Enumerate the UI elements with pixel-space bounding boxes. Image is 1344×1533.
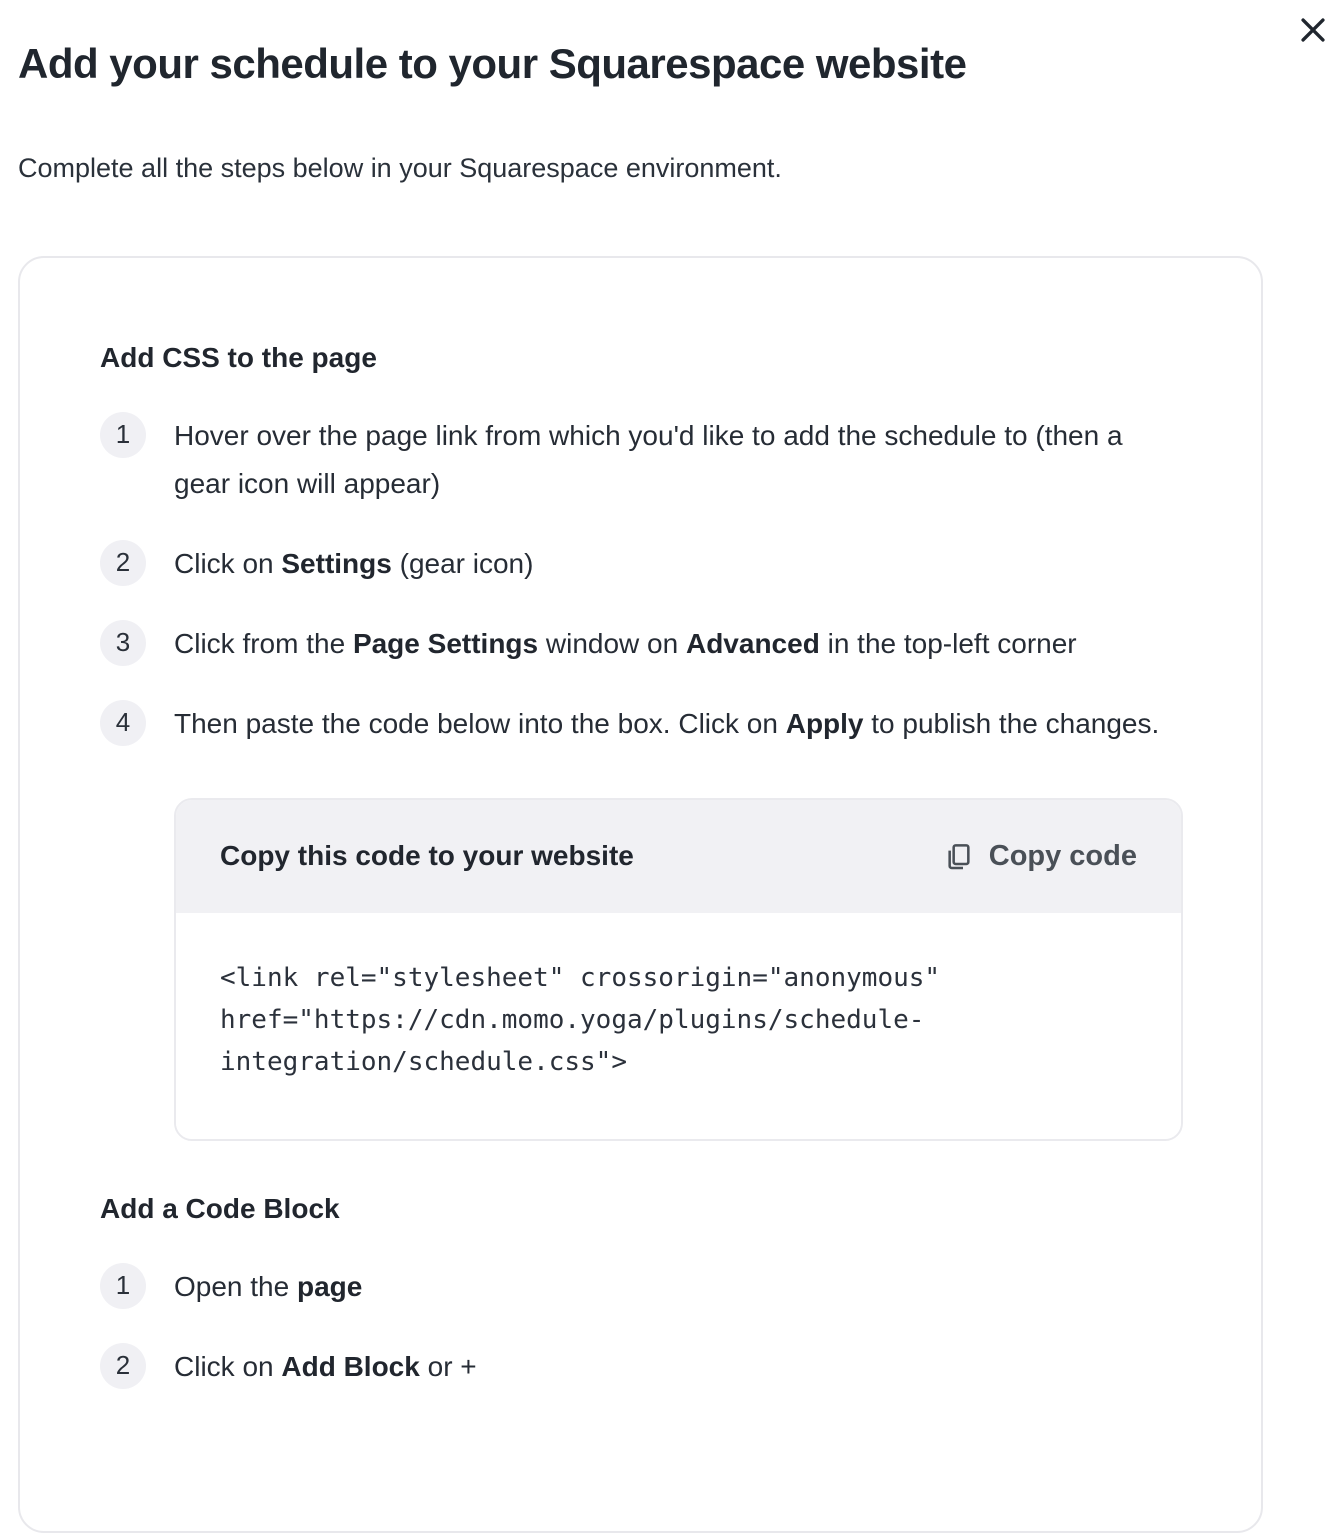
- step-item: [100, 1343, 1181, 1391]
- steps-list-add-css: [100, 412, 1181, 748]
- copy-icon: [943, 840, 975, 872]
- step-text: Then paste the code below into the box. Click on Apply to publish the changes.: [174, 707, 1160, 739]
- step-text: Open the page: [174, 1270, 363, 1302]
- section-heading-add-code-block: Add a Code Block: [100, 1192, 340, 1224]
- step-text: Click on Add Block or +: [174, 1350, 477, 1382]
- code-block: [174, 798, 1183, 1141]
- steps-list-add-code-block: [100, 1263, 1181, 1391]
- step-number-badge: 4: [100, 700, 146, 746]
- copy-code-button[interactable]: [943, 840, 1137, 873]
- code-block-title: Copy this code to your website: [220, 840, 634, 872]
- step-number-badge: 1: [100, 1263, 146, 1309]
- code-text: <link rel="stylesheet" crossorigin="anonymous" href="https://cdn.momo.yoga/plugins/schedule-integration/schedule.css">: [220, 962, 956, 1077]
- copy-code-label: Copy code: [988, 839, 1137, 872]
- code-block-header: [176, 800, 1181, 913]
- step-number-badge: 2: [100, 540, 146, 586]
- instructions-card: [18, 256, 1263, 1533]
- step-item: [100, 1263, 1181, 1311]
- modal-title: Add your schedule to your Squarespace website: [18, 40, 967, 87]
- modal-subtitle: Complete all the steps below in your Squarespace environment.: [18, 152, 782, 183]
- close-button[interactable]: [1292, 8, 1336, 52]
- step-item: [100, 540, 1181, 588]
- section-add-css: [100, 342, 1181, 1141]
- step-item: [100, 412, 1181, 508]
- step-text: Click on Settings (gear icon): [174, 547, 534, 579]
- section-heading-add-css: Add CSS to the page: [100, 341, 377, 373]
- step-number-badge: 2: [100, 1343, 146, 1389]
- step-text: Click from the Page Settings window on Advanced in the top-left corner: [174, 627, 1077, 659]
- step-text: Hover over the page link from which you'd like to add the schedule to (then a gear icon will appear): [174, 419, 1123, 499]
- step-item: [100, 700, 1181, 748]
- step-number-badge: 1: [100, 412, 146, 458]
- code-snippet: [176, 913, 1181, 1139]
- section-add-code-block: [100, 1193, 1181, 1391]
- step-number-badge: 3: [100, 620, 146, 666]
- close-icon: [1296, 13, 1330, 47]
- step-item: [100, 620, 1181, 668]
